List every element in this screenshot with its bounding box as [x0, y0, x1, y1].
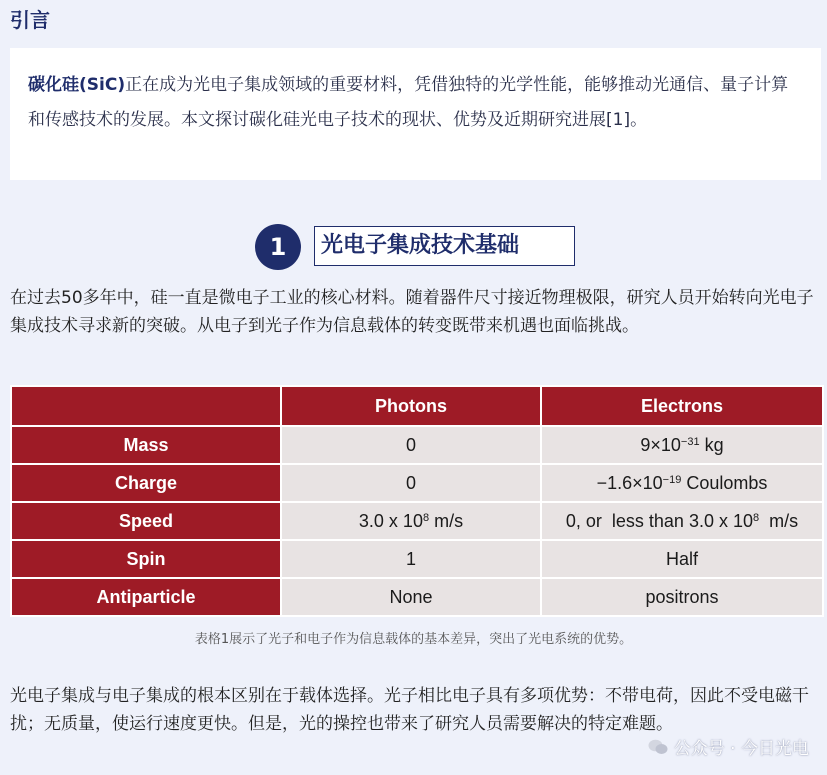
cell-electrons-speed	[541, 502, 823, 540]
value-exponent: 8	[753, 511, 760, 524]
value-base: 3.0 x 10	[358, 510, 423, 531]
heading-title: 光电子集成技术基础	[314, 226, 575, 266]
section-title: 引言	[10, 8, 50, 32]
table-header-electrons: Electrons	[541, 386, 823, 426]
cell-photons-spin: 1	[281, 540, 541, 578]
watermark-text: 公众号 · 今日光电	[673, 739, 809, 759]
watermark	[648, 734, 809, 759]
row-label-antiparticle: Antiparticle	[11, 578, 281, 616]
section-heading	[255, 224, 585, 270]
table-header-photons: Photons	[281, 386, 541, 426]
cell-electrons-charge	[541, 464, 823, 502]
cell-photons-mass: 0	[281, 426, 541, 464]
table-caption: 表格1展示了光子和电子作为信息载体的基本差异，突出了光电系统的优势。	[194, 632, 633, 647]
value-base: 9×10	[640, 434, 681, 455]
value-unit: kg	[699, 434, 724, 455]
cell-electrons-mass	[541, 426, 823, 464]
table-row	[11, 426, 823, 464]
value-exponent: −31	[680, 435, 700, 448]
cell-electrons-antiparticle: positrons	[541, 578, 823, 616]
row-label-charge: Charge	[11, 464, 281, 502]
paragraph-2: 光电子集成与电子集成的根本区别在于载体选择。光子相比电子具有多项优势：不带电荷，因此不受电磁干扰；无质量，使运行速度更快。但是，光的操控也带来了研究人员需要解决的特定难题。	[10, 686, 809, 734]
value-base: −1.6×10	[596, 472, 663, 493]
paragraph-1: 在过去50多年中，硅一直是微电子工业的核心材料。随着器件尺寸接近物理极限，研究人员开始转向光电子集成技术寻求新的突破。从电子到光子作为信息载体的转变既带来机遇也面临挑战。	[10, 288, 814, 336]
table-row	[11, 578, 823, 616]
heading-number-badge: 1	[255, 224, 301, 270]
cell-photons-antiparticle: None	[281, 578, 541, 616]
value-base: 0, or less than 3.0 x 10	[565, 510, 753, 531]
table-row	[11, 502, 823, 540]
value-unit: m/s	[759, 510, 799, 531]
table-row	[11, 540, 823, 578]
row-label-spin: Spin	[11, 540, 281, 578]
value-unit: Coulombs	[681, 472, 768, 493]
value-exponent: −19	[662, 473, 682, 486]
intro-text: 正在成为光电子集成领域的重要材料，凭借独特的光学性能，能够推动光通信、量子计算和传感技术的发展。本文探讨碳化硅光电子技术的现状、优势及近期研究进展[1]。	[28, 75, 789, 130]
table-header-row	[11, 386, 823, 426]
cell-photons-speed	[281, 502, 541, 540]
cell-electrons-spin: Half	[541, 540, 823, 578]
wechat-icon	[648, 739, 668, 755]
intro-box	[10, 48, 821, 180]
row-label-mass: Mass	[11, 426, 281, 464]
row-label-speed: Speed	[11, 502, 281, 540]
intro-keyword: 碳化硅(SiC)	[28, 75, 126, 95]
value-exponent: 8	[422, 511, 430, 524]
table-row	[11, 464, 823, 502]
table-header-empty	[11, 386, 281, 426]
comparison-table	[10, 385, 824, 617]
cell-photons-charge: 0	[281, 464, 541, 502]
value-unit: m/s	[429, 510, 464, 531]
